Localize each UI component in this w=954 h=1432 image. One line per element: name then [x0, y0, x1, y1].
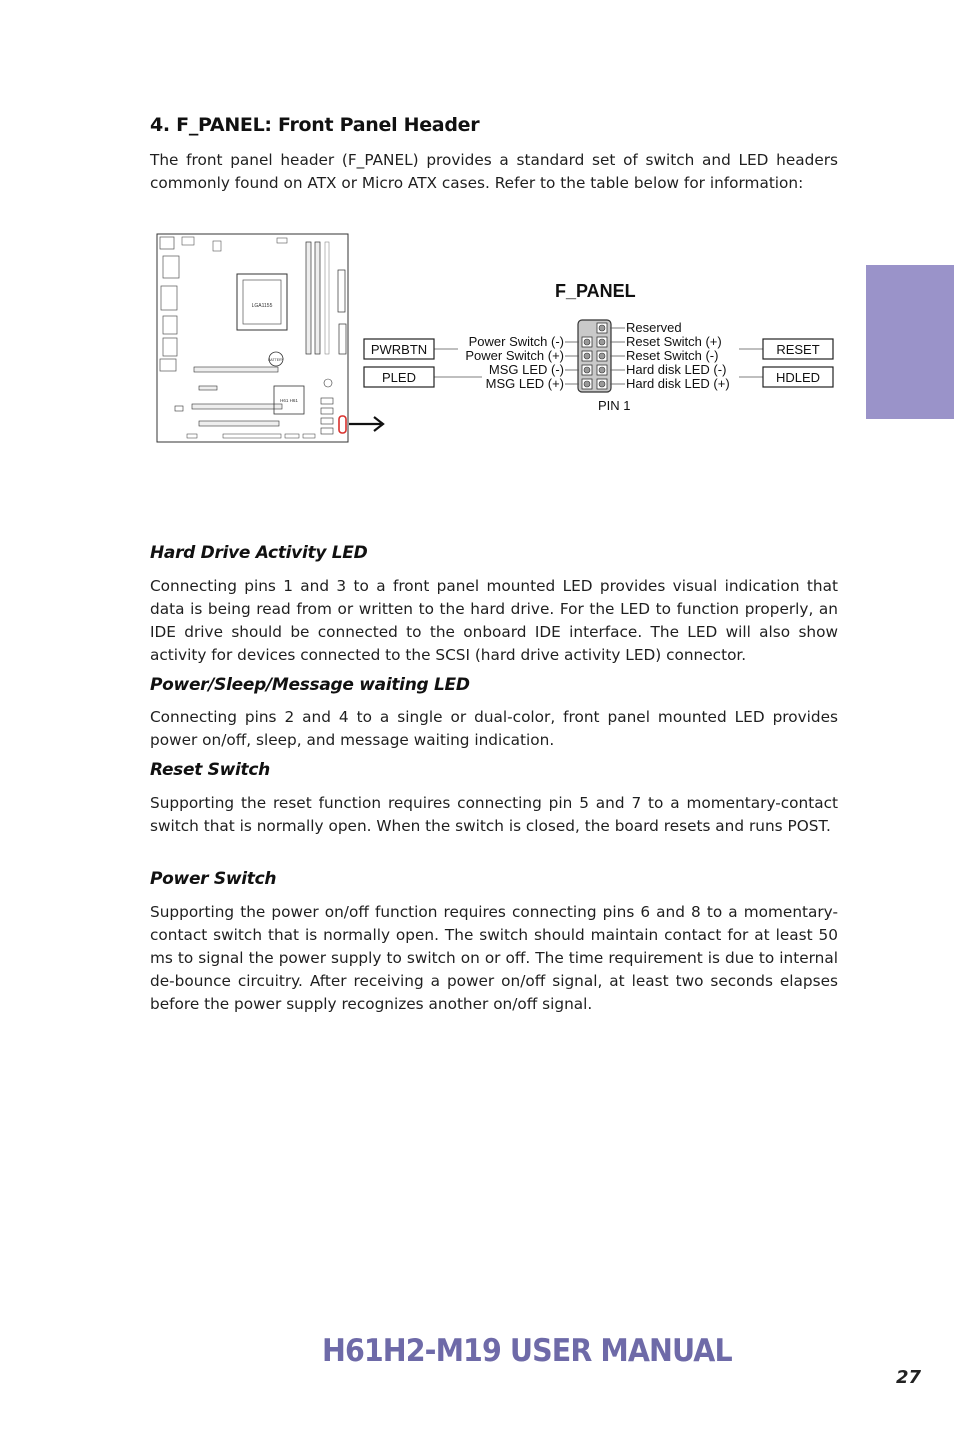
- pin1-label: PIN 1: [598, 398, 631, 413]
- header-pin-contact: [599, 381, 605, 387]
- pin-label-power-switch-plus: Power Switch (+): [465, 348, 564, 363]
- intro-paragraph: The front panel header (F_PANEL) provides a standard set of switch and LED headers commonly found on ATX or Micro ATX cases. Refer to the table below for information:: [150, 151, 838, 192]
- paragraph-hard-drive-led: Connecting pins 1 and 3 to a front panel mounted LED provides visual indication that data is being read from or written to the hard drive. For the LED to function properly, an IDE drive should be connected to the onboard IDE interface. The LED will also show activity for devices connected to the SCSI (hard drive activity LED) connector.: [150, 577, 838, 664]
- header-pin-contact: [584, 339, 590, 345]
- heading-hard-drive-led: Hard Drive Activity LED: [150, 543, 368, 563]
- heading-power-led: Power/Sleep/Message waiting LED: [150, 675, 470, 695]
- pin-label-msg-led-plus: MSG LED (+): [485, 376, 564, 391]
- heading-reset-switch: Reset Switch: [150, 760, 270, 780]
- section-title: 4. F_PANEL: Front Panel Header: [150, 114, 480, 136]
- paragraph-power-switch: Supporting the power on/off function requires connecting pins 6 and 8 to a momentary-contact switch that is normally open. The switch should maintain contact for at least 50 ms to signal the power supply to switch on or off. The time requirement is due to internal de-bounce circuitry. After receiving a power on/off signal, at least two seconds elapses before the power supply recognizes another on/off signal.: [150, 903, 838, 1013]
- heading-power-switch: Power Switch: [150, 869, 277, 889]
- pin-header-diagram: [364, 281, 833, 413]
- page-number: 27: [896, 1367, 922, 1388]
- manual-title: H61H2-M19 USER MANUAL: [322, 1333, 732, 1369]
- chipset-label: H61 H61: [280, 398, 298, 403]
- header-pin-contact: [599, 325, 605, 331]
- cpu-socket-label: LGA1155: [251, 303, 273, 309]
- pin-label-reserved: Reserved: [626, 320, 682, 335]
- header-pin-contact: [584, 381, 590, 387]
- header-pin-contact: [599, 353, 605, 359]
- header-pin-contact: [599, 367, 605, 373]
- paragraph-power-led: Connecting pins 2 and 4 to a single or dual-color, front panel mounted LED provides power on/off, sleep, and message waiting indication.: [150, 708, 838, 749]
- pin-label-reset-switch-minus: Reset Switch (-): [626, 348, 719, 363]
- pin-label-hdd-led-minus: Hard disk LED (-): [626, 362, 727, 377]
- motherboard-layout: [157, 234, 383, 442]
- header-pin-contact: [584, 367, 590, 373]
- header-pin-contact: [599, 339, 605, 345]
- header-pin-contact: [584, 353, 590, 359]
- chapter-tab: [866, 265, 954, 419]
- pin-label-hdd-led-plus: Hard disk LED (+): [626, 376, 730, 391]
- f-panel-title: F_PANEL: [555, 281, 636, 301]
- pled-label: PLED: [382, 370, 416, 385]
- battery-label: BATTERY: [268, 358, 284, 362]
- pin-label-reset-switch-plus: Reset Switch (+): [626, 334, 722, 349]
- f-panel-diagram: [155, 228, 845, 450]
- pin-label-msg-led-minus: MSG LED (-): [488, 362, 564, 377]
- pwrbtn-label: PWRBTN: [370, 342, 428, 357]
- hdled-label: HDLED: [775, 370, 821, 385]
- pin-label-power-switch-minus: Power Switch (-): [468, 334, 564, 349]
- paragraph-reset-switch: Supporting the reset function requires connecting pin 5 and 7 to a momentary-contact switch that is normally open. When the switch is closed, the board resets and runs POST.: [150, 794, 838, 835]
- reset-label: RESET: [776, 342, 820, 357]
